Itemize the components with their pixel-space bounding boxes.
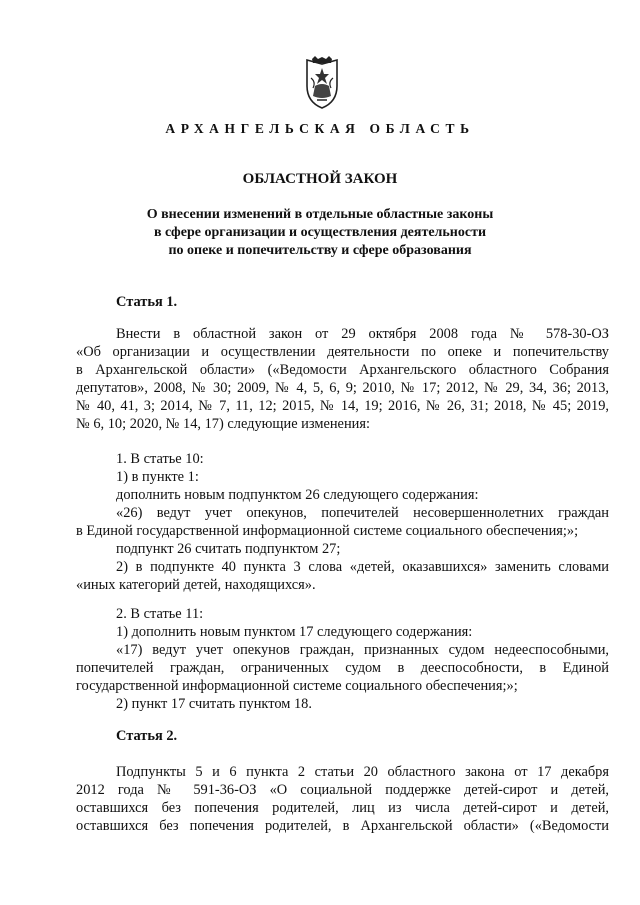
paragraph-line: депутатов», 2008, № 30; 2009, № 4, 5, 6, 9; 2010, № 17; 2012, № 29, 34, 36; 2013, [76, 380, 609, 396]
document-type: ОБЛАСТНОЙ ЗАКОН [242, 171, 398, 187]
quote-line: попечителей граждан, ограниченных судом в дееспособности, в Единой [76, 660, 609, 676]
region-name: АРХАНГЕЛЬСКАЯ ОБЛАСТЬ [165, 121, 475, 136]
paragraph-line: оставшихся без попечения родителей, в Архангельской области» («Ведомости [76, 818, 609, 834]
law-title-line: О внесении изменений в отдельные областные законы [146, 207, 494, 222]
paragraph-line: оставшихся без попечения родителей, лиц из числа детей-сирот и детей, [76, 800, 609, 816]
law-title-line: в сфере организации и осуществления деятельности [153, 225, 487, 240]
article-2-text [76, 763, 609, 835]
paragraph-line: № 6, 10; 2020, № 14, 17) следующие изменения: [76, 416, 370, 432]
list-item: 2) в подпункте 40 пункта 3 слова «детей, оказавшихся» заменить словами [116, 559, 609, 575]
paragraph-line: 2012 года № 591-36-ОЗ «О социальной поддержке детей-сирот и детей, [76, 782, 609, 798]
quote-line: «17) ведут учет опекунов граждан, признанных судом недееспособными, [116, 642, 609, 658]
paragraph-line: «Об организации и осуществлении деятельности по опеке и попечительству [76, 344, 609, 360]
paragraph-line: Подпункты 5 и 6 пункта 2 статьи 20 областного закона от 17 декабря [116, 764, 609, 780]
list-item: 1) в пункте 1: [116, 469, 199, 485]
section-1 [76, 450, 609, 594]
list-item: «иных категорий детей, находящихся». [76, 577, 316, 593]
article-2-heading: Статья 2. [116, 728, 178, 744]
quote-line: государственной информационной системе социального обеспечения;»; [76, 678, 518, 694]
law-title [0, 206, 640, 260]
article-1-heading: Статья 1. [116, 294, 178, 310]
section-label: 2. В статье 11: [116, 606, 204, 622]
paragraph-line: № 40, 41, 3; 2014, № 7, 11, 12; 2015, № 14, 19; 2016, № 26, 31; 2018, № 45; 2019, [76, 398, 609, 414]
list-item: 2) пункт 17 считать пунктом 18. [116, 696, 312, 712]
section-2 [76, 605, 609, 713]
paragraph-line: в Архангельской области» («Ведомости Архангельского областного Собрания [76, 362, 609, 378]
law-title-line: по опеке и попечительству и сфере образования [168, 243, 472, 258]
quote-line: «26) ведут учет опекунов, попечителей несовершеннолетних граждан [116, 505, 609, 521]
section-label: 1. В статье 10: [116, 451, 204, 467]
coat-of-arms-emblem [301, 56, 343, 110]
quote-line: в Единой государственной информационной системе социального обеспечения;»; [76, 523, 579, 539]
list-item: подпункт 26 считать подпунктом 27; [116, 541, 341, 557]
list-item: 1) дополнить новым пунктом 17 следующего содержания: [116, 624, 473, 640]
article-1-intro [76, 325, 609, 433]
list-item: дополнить новым подпунктом 26 следующего содержания: [116, 487, 479, 503]
paragraph-line: Внести в областной закон от 29 октября 2008 года № 578-30-ОЗ [116, 326, 609, 342]
